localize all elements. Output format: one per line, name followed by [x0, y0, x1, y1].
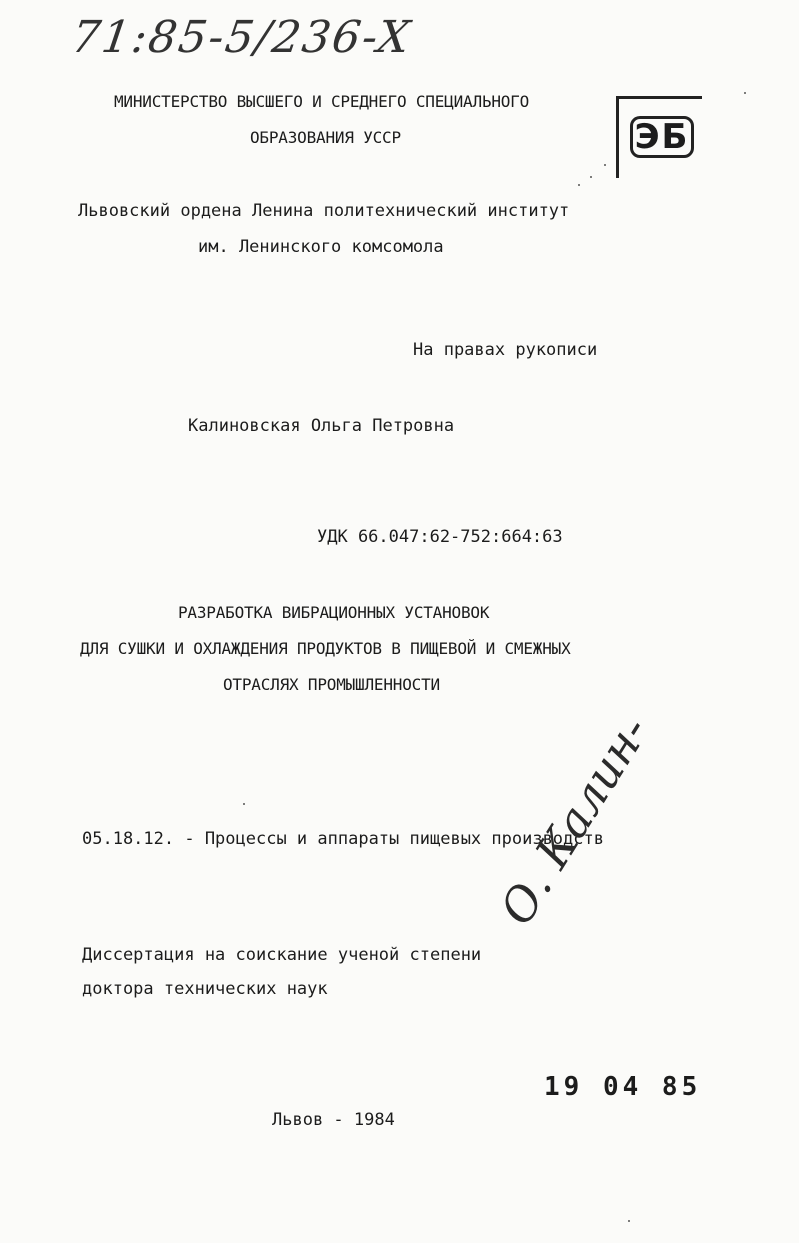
title-line-3: ОТРАСЛЯХ ПРОМЫШЛЕННОСТИ: [223, 675, 440, 694]
received-date-stamp: 19 04 85: [544, 1072, 702, 1102]
ministry-line-1: МИНИСТЕРСТВО ВЫСШЕГО И СРЕДНЕГО СПЕЦИАЛЬНОГО: [114, 92, 530, 111]
signature: О. Калин-: [489, 706, 660, 934]
place-year: Львов - 1984: [272, 1110, 395, 1130]
stamp-label: ЭБ: [630, 116, 694, 158]
dissertation-line-2: доктора технических наук: [82, 979, 328, 999]
institute-line-2: им. Ленинского комсомола: [198, 237, 444, 257]
institute-line-1: Львовский ордена Ленина политехнический институт: [78, 201, 570, 221]
author-name: Калиновская Ольга Петровна: [188, 416, 455, 436]
archive-number: 71:85-5/236-X: [68, 12, 415, 63]
title-line-1: РАЗРАБОТКА ВИБРАЦИОННЫХ УСТАНОВОК: [178, 603, 490, 622]
ministry-line-2: ОБРАЗОВАНИЯ УССР: [250, 128, 401, 147]
manuscript-note: На правах рукописи: [413, 340, 598, 360]
specialty: 05.18.12. - Процессы и аппараты пищевых производств: [82, 829, 604, 849]
dissertation-line-1: Диссертация на соискание ученой степени: [82, 945, 482, 965]
udc-code: УДК 66.047:62-752:664:63: [317, 527, 563, 547]
title-line-2: ДЛЯ СУШКИ И ОХЛАЖДЕНИЯ ПРОДУКТОВ В ПИЩЕВОЙ И СМЕЖНЫХ: [80, 639, 571, 658]
